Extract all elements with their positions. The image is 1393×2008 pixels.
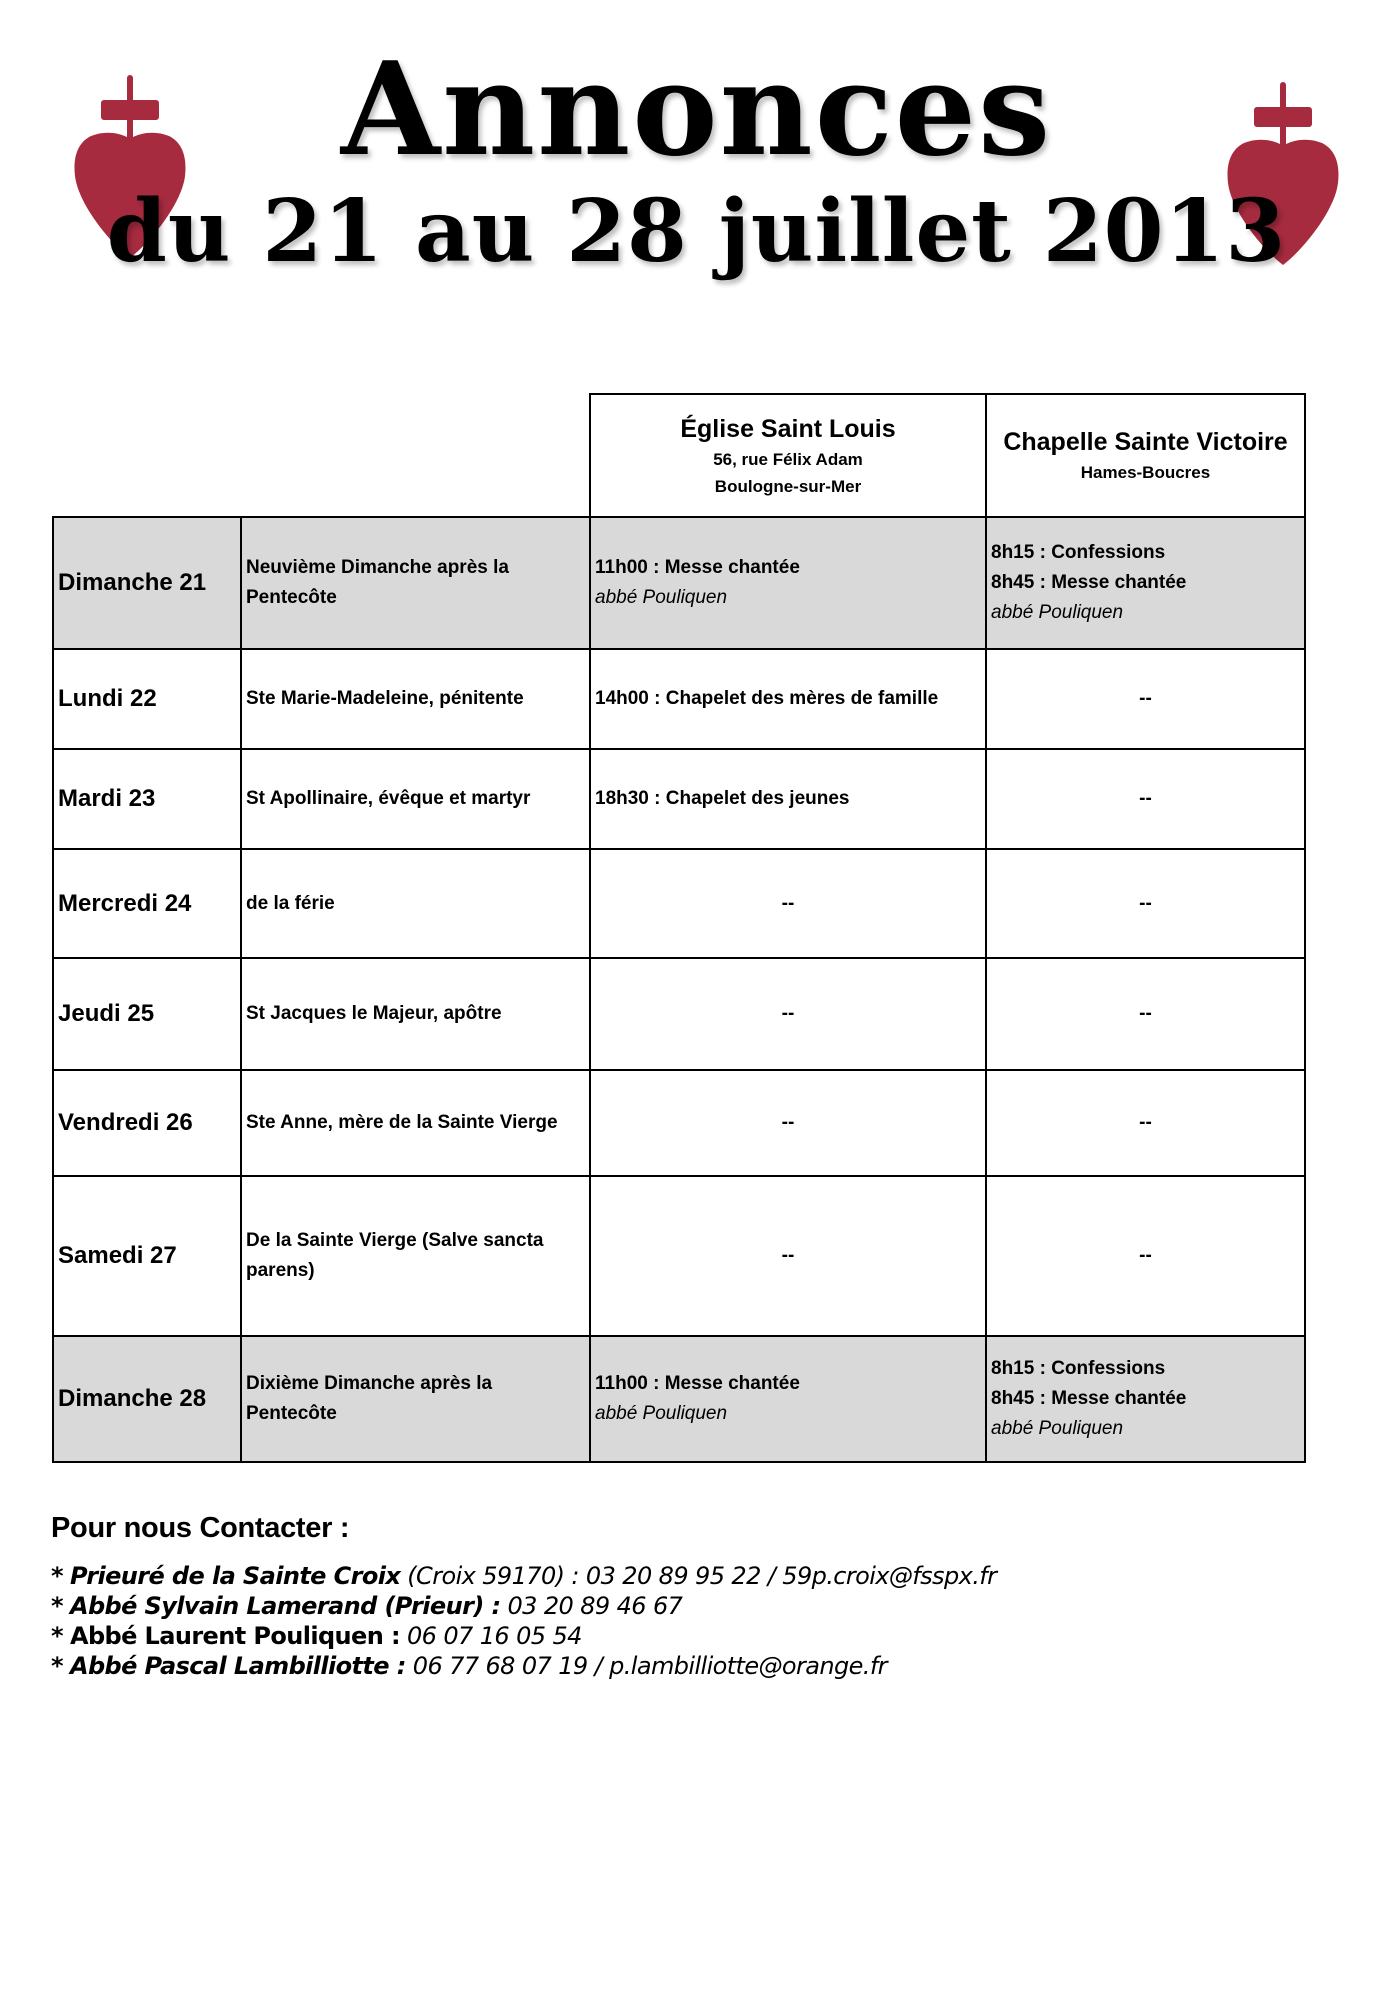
location-city: Hames-Boucres xyxy=(1080,463,1211,482)
schedule-table xyxy=(52,393,1306,1463)
header-blank-cell xyxy=(53,394,590,517)
header-eglise-saint-louis xyxy=(590,394,986,517)
bullet: * xyxy=(51,1622,63,1650)
no-event-cell: -- xyxy=(590,958,986,1070)
event-time: 8h15 : Confessions xyxy=(991,542,1166,563)
location-name: Église Saint Louis xyxy=(680,414,896,443)
event-time: 8h45 : Messe chantée xyxy=(991,572,1187,593)
contact-section xyxy=(51,1512,996,1681)
events-cell-louis xyxy=(590,649,986,749)
event-time: 11h00 : Messe chantée xyxy=(595,557,800,578)
no-event-cell: -- xyxy=(986,649,1305,749)
header-chapelle-sainte-victoire xyxy=(986,394,1305,517)
event-time: 11h00 : Messe chantée xyxy=(595,1373,800,1394)
events-cell-victoire xyxy=(986,1336,1305,1462)
contact-line xyxy=(51,1651,996,1681)
schedule-row xyxy=(53,958,1305,1070)
no-event-cell: -- xyxy=(986,849,1305,958)
schedule-row xyxy=(53,849,1305,958)
no-event-cell: -- xyxy=(590,1070,986,1176)
event-time: 14h00 : Chapelet des mères de famille xyxy=(595,688,939,709)
no-event-cell: -- xyxy=(590,849,986,958)
no-event-cell: -- xyxy=(986,1070,1305,1176)
celebrant: abbé Pouliquen xyxy=(595,1403,728,1424)
day-cell: Lundi 22 xyxy=(53,649,241,749)
bullet: * xyxy=(51,1652,63,1680)
celebrant: abbé Pouliquen xyxy=(595,587,728,608)
day-cell: Samedi 27 xyxy=(53,1176,241,1336)
feast-cell: De la Sainte Vierge (Salve sancta parens) xyxy=(241,1176,590,1336)
contact-details[interactable]: 06 77 68 07 19 / p.lambilliotte@orange.fr xyxy=(405,1652,887,1680)
feast-cell: St Apollinaire, évêque et martyr xyxy=(241,749,590,849)
no-event-cell: -- xyxy=(986,958,1305,1070)
day-cell: Jeudi 25 xyxy=(53,958,241,1070)
contact-details[interactable]: (Croix 59170) : 03 20 89 95 22 / 59p.croix@fsspx.fr xyxy=(400,1562,997,1590)
feast-cell: de la férie xyxy=(241,849,590,958)
location-city: Boulogne-sur-Mer xyxy=(714,476,862,496)
schedule-row xyxy=(53,1336,1305,1462)
day-cell: Mercredi 24 xyxy=(53,849,241,958)
events-cell-louis xyxy=(590,749,986,849)
schedule-row xyxy=(53,517,1305,649)
page-title: Annonces xyxy=(340,35,1053,185)
no-event-cell: -- xyxy=(986,749,1305,849)
page-subtitle-dates: du 21 au 28 juillet 2013 xyxy=(106,181,1287,282)
no-event-cell: -- xyxy=(590,1176,986,1336)
celebrant: abbé Pouliquen xyxy=(991,1418,1124,1439)
feast-cell: Neuvième Dimanche après la Pentecôte xyxy=(241,517,590,649)
events-cell-louis xyxy=(590,517,986,649)
contact-name: Abbé Laurent Pouliquen : xyxy=(69,1622,400,1650)
contact-details[interactable]: 03 20 89 46 67 xyxy=(500,1592,683,1620)
feast-cell: Ste Anne, mère de la Sainte Vierge xyxy=(241,1070,590,1176)
contact-line xyxy=(51,1561,996,1591)
event-time: 8h15 : Confessions xyxy=(991,1358,1166,1379)
day-cell: Vendredi 26 xyxy=(53,1070,241,1176)
event-time: 18h30 : Chapelet des jeunes xyxy=(595,788,850,809)
contact-line xyxy=(51,1621,996,1651)
day-cell: Dimanche 28 xyxy=(53,1336,241,1462)
schedule-row xyxy=(53,749,1305,849)
events-cell-louis xyxy=(590,1336,986,1462)
feast-cell: Dixième Dimanche après la Pentecôte xyxy=(241,1336,590,1462)
location-address: 56, rue Félix Adam xyxy=(713,449,863,469)
contact-name: Abbé Pascal Lambilliotte : xyxy=(69,1652,406,1680)
schedule-row xyxy=(53,649,1305,749)
day-cell: Dimanche 21 xyxy=(53,517,241,649)
contact-details[interactable]: 06 07 16 05 54 xyxy=(399,1622,582,1650)
contact-name: Prieuré de la Sainte Croix xyxy=(69,1562,401,1590)
feast-cell: Ste Marie-Madeleine, pénitente xyxy=(241,649,590,749)
contact-name: Abbé Sylvain Lamerand (Prieur) : xyxy=(69,1592,501,1620)
bullet: * xyxy=(51,1592,63,1620)
contact-line xyxy=(51,1591,996,1621)
schedule-row xyxy=(53,1176,1305,1336)
event-time: 8h45 : Messe chantée xyxy=(991,1388,1187,1409)
schedule-row xyxy=(53,1070,1305,1176)
no-event-cell: -- xyxy=(986,1176,1305,1336)
location-name: Chapelle Sainte Victoire xyxy=(1003,428,1288,456)
day-cell: Mardi 23 xyxy=(53,749,241,849)
celebrant: abbé Pouliquen xyxy=(991,602,1124,623)
header-row xyxy=(53,394,1305,517)
bullet: * xyxy=(51,1562,63,1590)
contact-heading: Pour nous Contacter : xyxy=(51,1512,350,1544)
feast-cell: St Jacques le Majeur, apôtre xyxy=(241,958,590,1070)
events-cell-victoire xyxy=(986,517,1305,649)
